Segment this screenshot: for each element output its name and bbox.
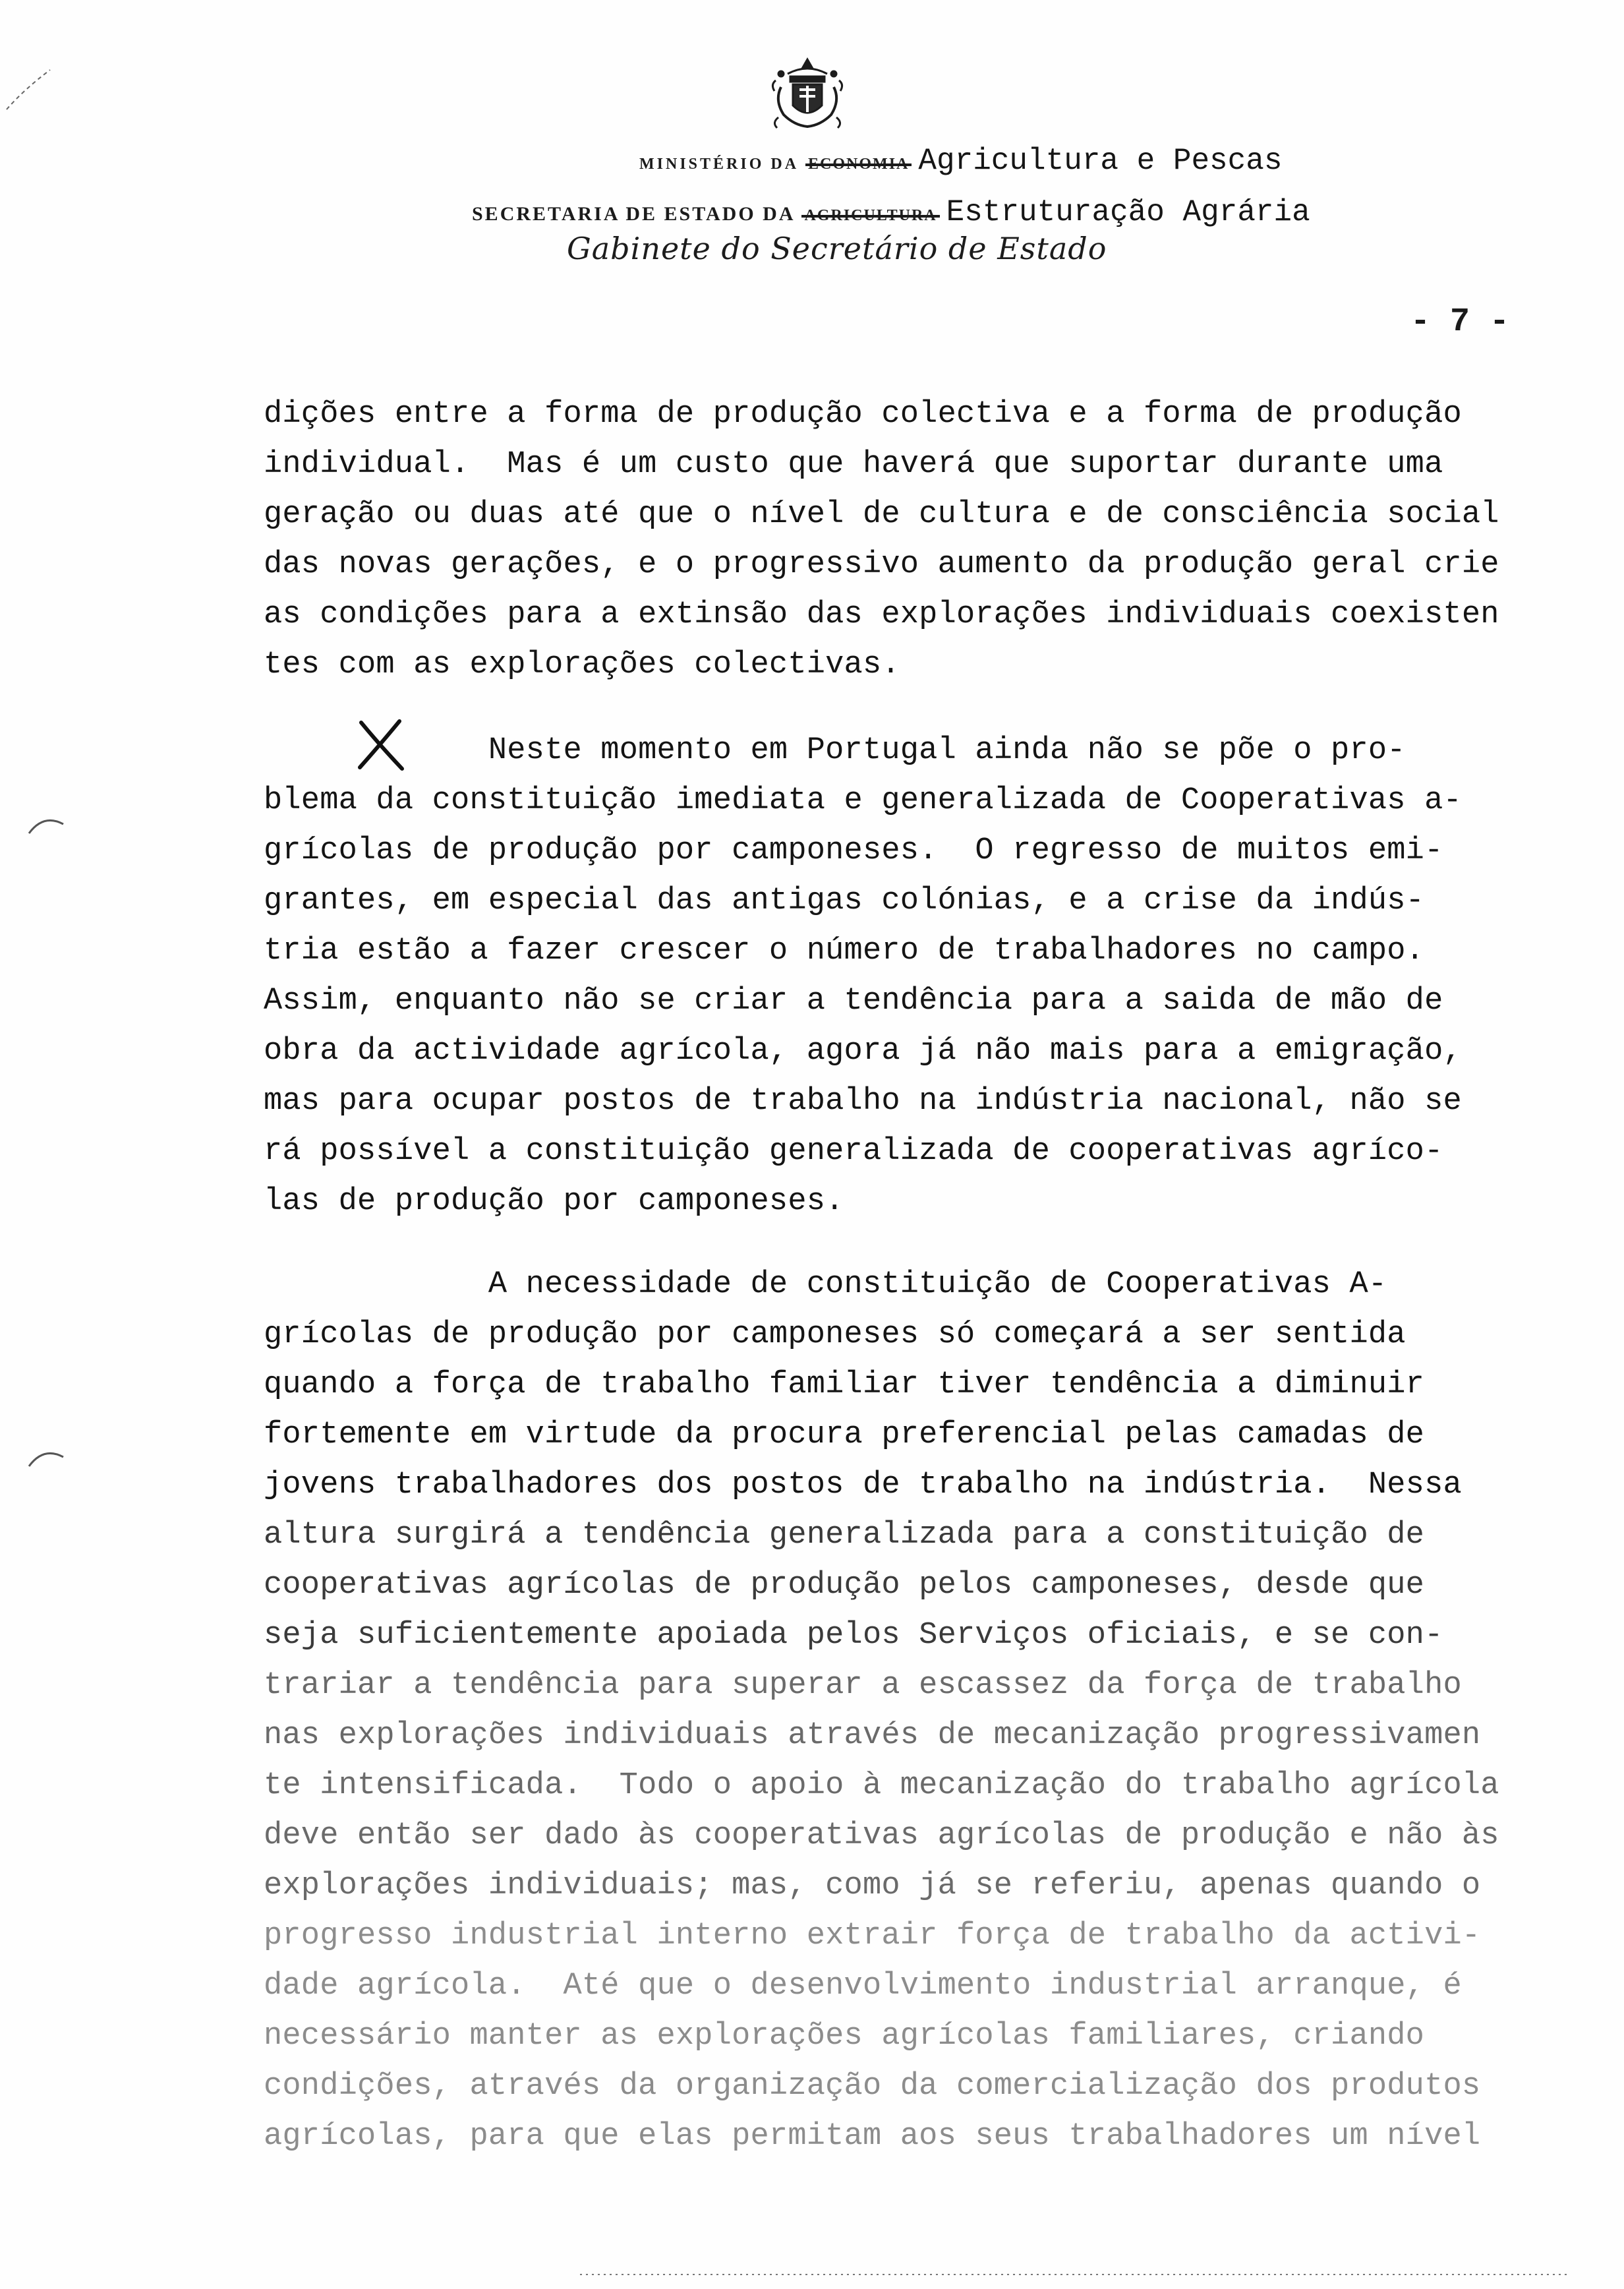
paragraph3-line: deve então ser dado às cooperativas agrícolas de produção e não às	[264, 1818, 1499, 1853]
paragraph3-line: fortemente em virtude da procura preferencial pelas camadas de	[264, 1417, 1425, 1452]
letterhead-gabinete: Gabinete do Secretário de Estado	[567, 231, 1107, 266]
paragraph1-line: das novas gerações, e o progressivo aumento da produção geral crie	[264, 547, 1499, 582]
ministry-struck-text: ECONOMIA	[808, 156, 910, 173]
paragraph3-line: agrícolas, para que elas permitam aos seus trabalhadores um nível	[264, 2119, 1481, 2154]
scan-bottom-edge	[580, 2268, 1569, 2281]
paragraph3-line: quando a força de trabalho familiar tiver tendência a diminuir	[264, 1367, 1425, 1402]
paragraph3-line: necessário manter as explorações agrícolas familiares, criando	[264, 2019, 1425, 2054]
paragraph3-line: nas explorações individuais através de mecanização progressivamen	[264, 1718, 1481, 1753]
paragraph1-line: tes com as explorações colectivas.	[264, 647, 900, 682]
secretaria-label: SECRETARIA DE ESTADO DA	[472, 203, 796, 225]
paragraph3-line: trariar a tendência para superar a escassez da força de trabalho	[264, 1668, 1462, 1703]
secretaria-typed-text: Estruturação Agrária	[946, 195, 1310, 229]
paragraph2-line: rá possível a constituição generalizada de cooperativas agríco-	[264, 1134, 1443, 1169]
paragraph3-line: jovens trabalhadores dos postos de trabalho na indústria. Nessa	[264, 1468, 1462, 1502]
letterhead-secretaria	[472, 195, 1310, 229]
paragraph1-line: as condições para a extinsão das explorações individuais coexisten	[264, 597, 1499, 632]
punch-hole-mark	[26, 811, 66, 837]
secretaria-struck-text: AGRICULTURA	[804, 207, 937, 224]
paragraph1-line: geração ou duas até que o nível de cultura e de consciência social	[264, 497, 1499, 532]
paragraph2-line: Assim, enquanto não se criar a tendência para a saida de mão de	[264, 984, 1443, 1019]
page-number: - 7 -	[1410, 303, 1510, 341]
ministry-typed-text: Agricultura e Pescas	[918, 144, 1283, 178]
paragraph3-line: altura surgirá a tendência generalizada para a constituição de	[264, 1518, 1425, 1553]
paragraph2-line: Neste momento em Portugal ainda não se põe o pro-	[264, 733, 1406, 768]
ministry-label: MINISTÉRIO DA	[639, 156, 799, 173]
paragraph3-line: cooperativas agrícolas de produção pelos camponeses, desde que	[264, 1568, 1425, 1603]
punch-hole-mark	[26, 1444, 66, 1470]
paragraph3-line: seja suficientemente apoiada pelos Serviços oficiais, e se con-	[264, 1618, 1443, 1653]
paragraph3-line: A necessidade de constituição de Cooperativas A-	[264, 1267, 1387, 1302]
paragraph2-line: blema da constituição imediata e generalizada de Cooperativas a-	[264, 783, 1462, 818]
paragraph1-line: individual. Mas é um custo que haverá que suportar durante uma	[264, 447, 1443, 482]
letterhead-ministry	[639, 144, 1282, 178]
coat-of-arms-icon	[761, 54, 854, 132]
paragraph3-line: condições, através da organização da comercialização dos produtos	[264, 2069, 1481, 2104]
scan-edge-mark	[4, 63, 57, 116]
paragraph2-line: mas para ocupar postos de trabalho na indústria nacional, não se	[264, 1084, 1462, 1119]
paragraph2-line: las de produção por camponeses.	[264, 1184, 844, 1219]
paragraph1-line: dições entre a forma de produção colectiva e a forma de produção	[264, 397, 1462, 432]
paragraph2-line: grantes, em especial das antigas colónias, e a crise da indús-	[264, 883, 1425, 918]
paragraph3-line: te intensificada. Todo o apoio à mecanização do trabalho agrícola	[264, 1768, 1499, 1803]
paragraph2-line: obra da actividade agrícola, agora já não mais para a emigração,	[264, 1034, 1462, 1069]
paragraph2-line: tria estão a fazer crescer o número de trabalhadores no campo.	[264, 934, 1425, 968]
paragraph3-line: progresso industrial interno extrair força de trabalho da activi-	[264, 1918, 1481, 1953]
paragraph2-line: grícolas de produção por camponeses. O regresso de muitos emi-	[264, 833, 1443, 868]
paragraph3-line: dade agrícola. Até que o desenvolvimento industrial arranque, é	[264, 1969, 1462, 2004]
paragraph3-line: grícolas de produção por camponeses só começará a ser sentida	[264, 1317, 1406, 1352]
paragraph3-line: explorações individuais; mas, como já se referiu, apenas quando o	[264, 1868, 1481, 1903]
